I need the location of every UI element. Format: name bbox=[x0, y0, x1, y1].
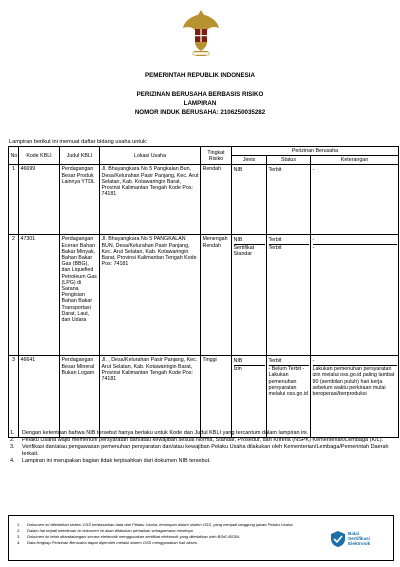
header-no: No bbox=[9, 147, 19, 165]
bsre-logo-icon bbox=[330, 530, 346, 548]
bsre-line: Balai bbox=[348, 531, 359, 536]
footer-note-text: Dalam hal terjadi kekeliruan isi dokumen ini akan dilakukan perbaikan sebagaimana mestinya. bbox=[27, 528, 194, 533]
jenis-item: NIB bbox=[233, 166, 243, 173]
keterangan-item: - bbox=[313, 236, 397, 244]
bsre-line: Sertifikasi bbox=[348, 536, 370, 542]
row-kode: 46641 bbox=[19, 356, 60, 438]
keterangan-item: - bbox=[312, 245, 315, 252]
header-jenis: Jenis bbox=[232, 156, 267, 165]
table-row bbox=[9, 235, 399, 356]
row-no: 2 bbox=[9, 235, 19, 356]
footer-note-text: Data lengkap Perizinan Berusaha dapat diperoleh melalui sistem OSS menggunakan hak akses. bbox=[27, 540, 198, 545]
kbli-table bbox=[8, 146, 399, 438]
header-keterangan: Keterangan bbox=[311, 156, 399, 165]
list-item-text: Verifikasi dan/atau pengawasan pemenuhan persyaratan dan/atau kewajiban Pelaku Usaha dilakukan oleh Kementerian/Lembaga/Pemerintah Daerah terkait. bbox=[22, 444, 389, 457]
row-jenis bbox=[232, 235, 267, 356]
status-item: Terbit bbox=[268, 245, 282, 252]
list-item-text: Pelaku Usaha wajib memenuhi persyaratan dan/atau kewajiban sesuai Norma, Standar, Prosedur, dan Kriteria (NSPK) Kementerian/Lembaga (K/L). bbox=[22, 437, 384, 443]
row-keterangan bbox=[311, 235, 399, 356]
footer-note-number: 1. bbox=[17, 522, 21, 527]
row-kode: 46699 bbox=[19, 165, 60, 235]
status-item: Terbit bbox=[269, 357, 309, 365]
table-row bbox=[9, 165, 399, 235]
header-status: Status bbox=[267, 156, 311, 165]
keterangan-item: - bbox=[312, 166, 315, 173]
terms-list bbox=[10, 430, 395, 465]
row-judul: Perdagangan Besar Mineral Bukan Logam bbox=[60, 356, 100, 438]
row-lokasi: Jl. Bhayangkara No 5 Pangkalan Bun, Desa/Kelurahan Pasir Panjang, Kec. Arut Selatan, Kab. Kotawaringin Barat, Provinsi Kalimantan Tengah Kode Pos: 74181 bbox=[100, 165, 201, 235]
footer-note-number: 4. bbox=[17, 540, 21, 545]
row-lokasi: Jl. Bhayangkara No 5 PANGKALAN BUN, Desa/Kelurahan Pasir Panjang, Kec. Arut Selatan, Kab. Kotawaringin Barat, Provinsi Kalimantan Tengah Kode Pos: 74181 bbox=[100, 235, 201, 356]
row-judul: Perdagangan Besar Produk Lainnya YTDL bbox=[60, 165, 100, 235]
document-subtitle: PERIZINAN BERUSAHA BERBASIS RISIKO bbox=[136, 91, 264, 98]
list-item bbox=[10, 430, 395, 437]
row-status bbox=[267, 235, 311, 356]
jenis-item: Sertifikat Standar bbox=[233, 245, 255, 258]
list-item-text: Dengan ketentuan bahwa NIB tersebut hanya berlaku untuk Kode dan Judul KBLI yang tercantum dalam lampiran ini. bbox=[22, 430, 309, 436]
row-jenis bbox=[232, 165, 267, 235]
row-risiko: Tinggi bbox=[201, 356, 232, 438]
list-item-number: 3. bbox=[10, 444, 15, 450]
jenis-item: Izin bbox=[233, 366, 242, 373]
bsre-logo-text bbox=[348, 531, 370, 547]
header-judul: Judul KBLI bbox=[60, 147, 100, 165]
header-risiko: Tingkat Risiko bbox=[201, 147, 232, 165]
keterangan-item: Lakukan pemenuhan persyaratan izin melalui oss.go.id paling lambat 90 (sembilan puluh) hari kerja sebelum waktu perkiraan mulai beroperasi/berproduksi bbox=[312, 366, 395, 397]
attachment-label: LAMPIRAN bbox=[183, 100, 217, 107]
row-keterangan bbox=[311, 165, 399, 235]
row-jenis bbox=[232, 356, 267, 438]
row-kode: 47301 bbox=[19, 235, 60, 356]
jenis-item: NIB bbox=[234, 236, 265, 244]
jenis-item: NIB bbox=[234, 357, 265, 365]
row-no: 3 bbox=[9, 356, 19, 438]
table-row bbox=[9, 356, 399, 438]
list-item-number: 2. bbox=[10, 437, 15, 443]
bsre-line: Elektronik bbox=[348, 541, 371, 547]
header-perizinan: Perizinan Berusaha bbox=[232, 147, 399, 156]
header-lokasi: Lokasi Usaha bbox=[100, 147, 201, 165]
row-risiko: Rendah bbox=[201, 165, 232, 235]
bsre-logo bbox=[330, 529, 385, 551]
footer-note-text: Dokumen ini diterbitkan sistem OSS berdasarkan data dari Pelaku Usaha, tersimpan dalam sistem OSS, yang menjadi tanggung jawab Pelaku Usaha. bbox=[27, 522, 294, 527]
list-item-number: 4. bbox=[10, 458, 15, 464]
list-item-text: Lampiran ini merupakan bagian tidak terpisahkan dari dokumen NIB tersebut. bbox=[22, 458, 211, 464]
row-status bbox=[267, 165, 311, 235]
list-item bbox=[10, 437, 395, 444]
header-kode: Kode KBLI bbox=[19, 147, 60, 165]
keterangan-item: - bbox=[313, 357, 397, 365]
row-no: 1 bbox=[9, 165, 19, 235]
footer-note-text: Dokumen ini telah ditandatangani secara elektronik menggunakan sertifikat elektronik yang diterbitkan oleh BSrE-BSSN. bbox=[27, 534, 241, 539]
footer-note-number: 2. bbox=[17, 528, 21, 533]
nib-number: NOMOR INDUK BERUSAHA: 2106250035282 bbox=[134, 109, 266, 116]
intro-text: Lampiran berikut ini memuat daftar bidang usaha untuk: bbox=[9, 139, 148, 145]
row-keterangan bbox=[311, 356, 399, 438]
footer-note bbox=[17, 540, 317, 546]
status-item: Terbit bbox=[268, 166, 282, 173]
footer-note-number: 3. bbox=[17, 534, 21, 539]
status-item: - Belum Terbit - Lakukan pemenuhan persyaratan melalui oss.go.id bbox=[268, 366, 308, 397]
status-item: Terbit bbox=[269, 236, 309, 244]
document-title: PEMERINTAH REPUBLIK INDONESIA bbox=[145, 72, 255, 79]
row-lokasi: Jl. , Desa/Kelurahan Pasir Panjang, Kec. Arut Selatan, Kab. Kotawaringin Barat, Provinsi Kalimantan Tengah Kode Pos: 74181 bbox=[100, 356, 201, 438]
row-status bbox=[267, 356, 311, 438]
row-risiko: Menengah Rendah bbox=[201, 235, 232, 356]
footer-notes bbox=[17, 522, 317, 546]
footer-box bbox=[8, 515, 394, 561]
list-item bbox=[10, 458, 395, 465]
garuda-emblem-icon bbox=[182, 6, 220, 58]
list-item-number: 1. bbox=[10, 430, 15, 436]
list-item bbox=[10, 444, 395, 458]
row-judul: Perdagangan Eceran Bahan Bakar Minyak, Bahan Bakar Gas (BBG), dan Liquefied Petroleum Gas (LPG) di Sarana Pengisian Bahan Bakar Transportasi Darat, Laut, dan Udara bbox=[60, 235, 100, 356]
